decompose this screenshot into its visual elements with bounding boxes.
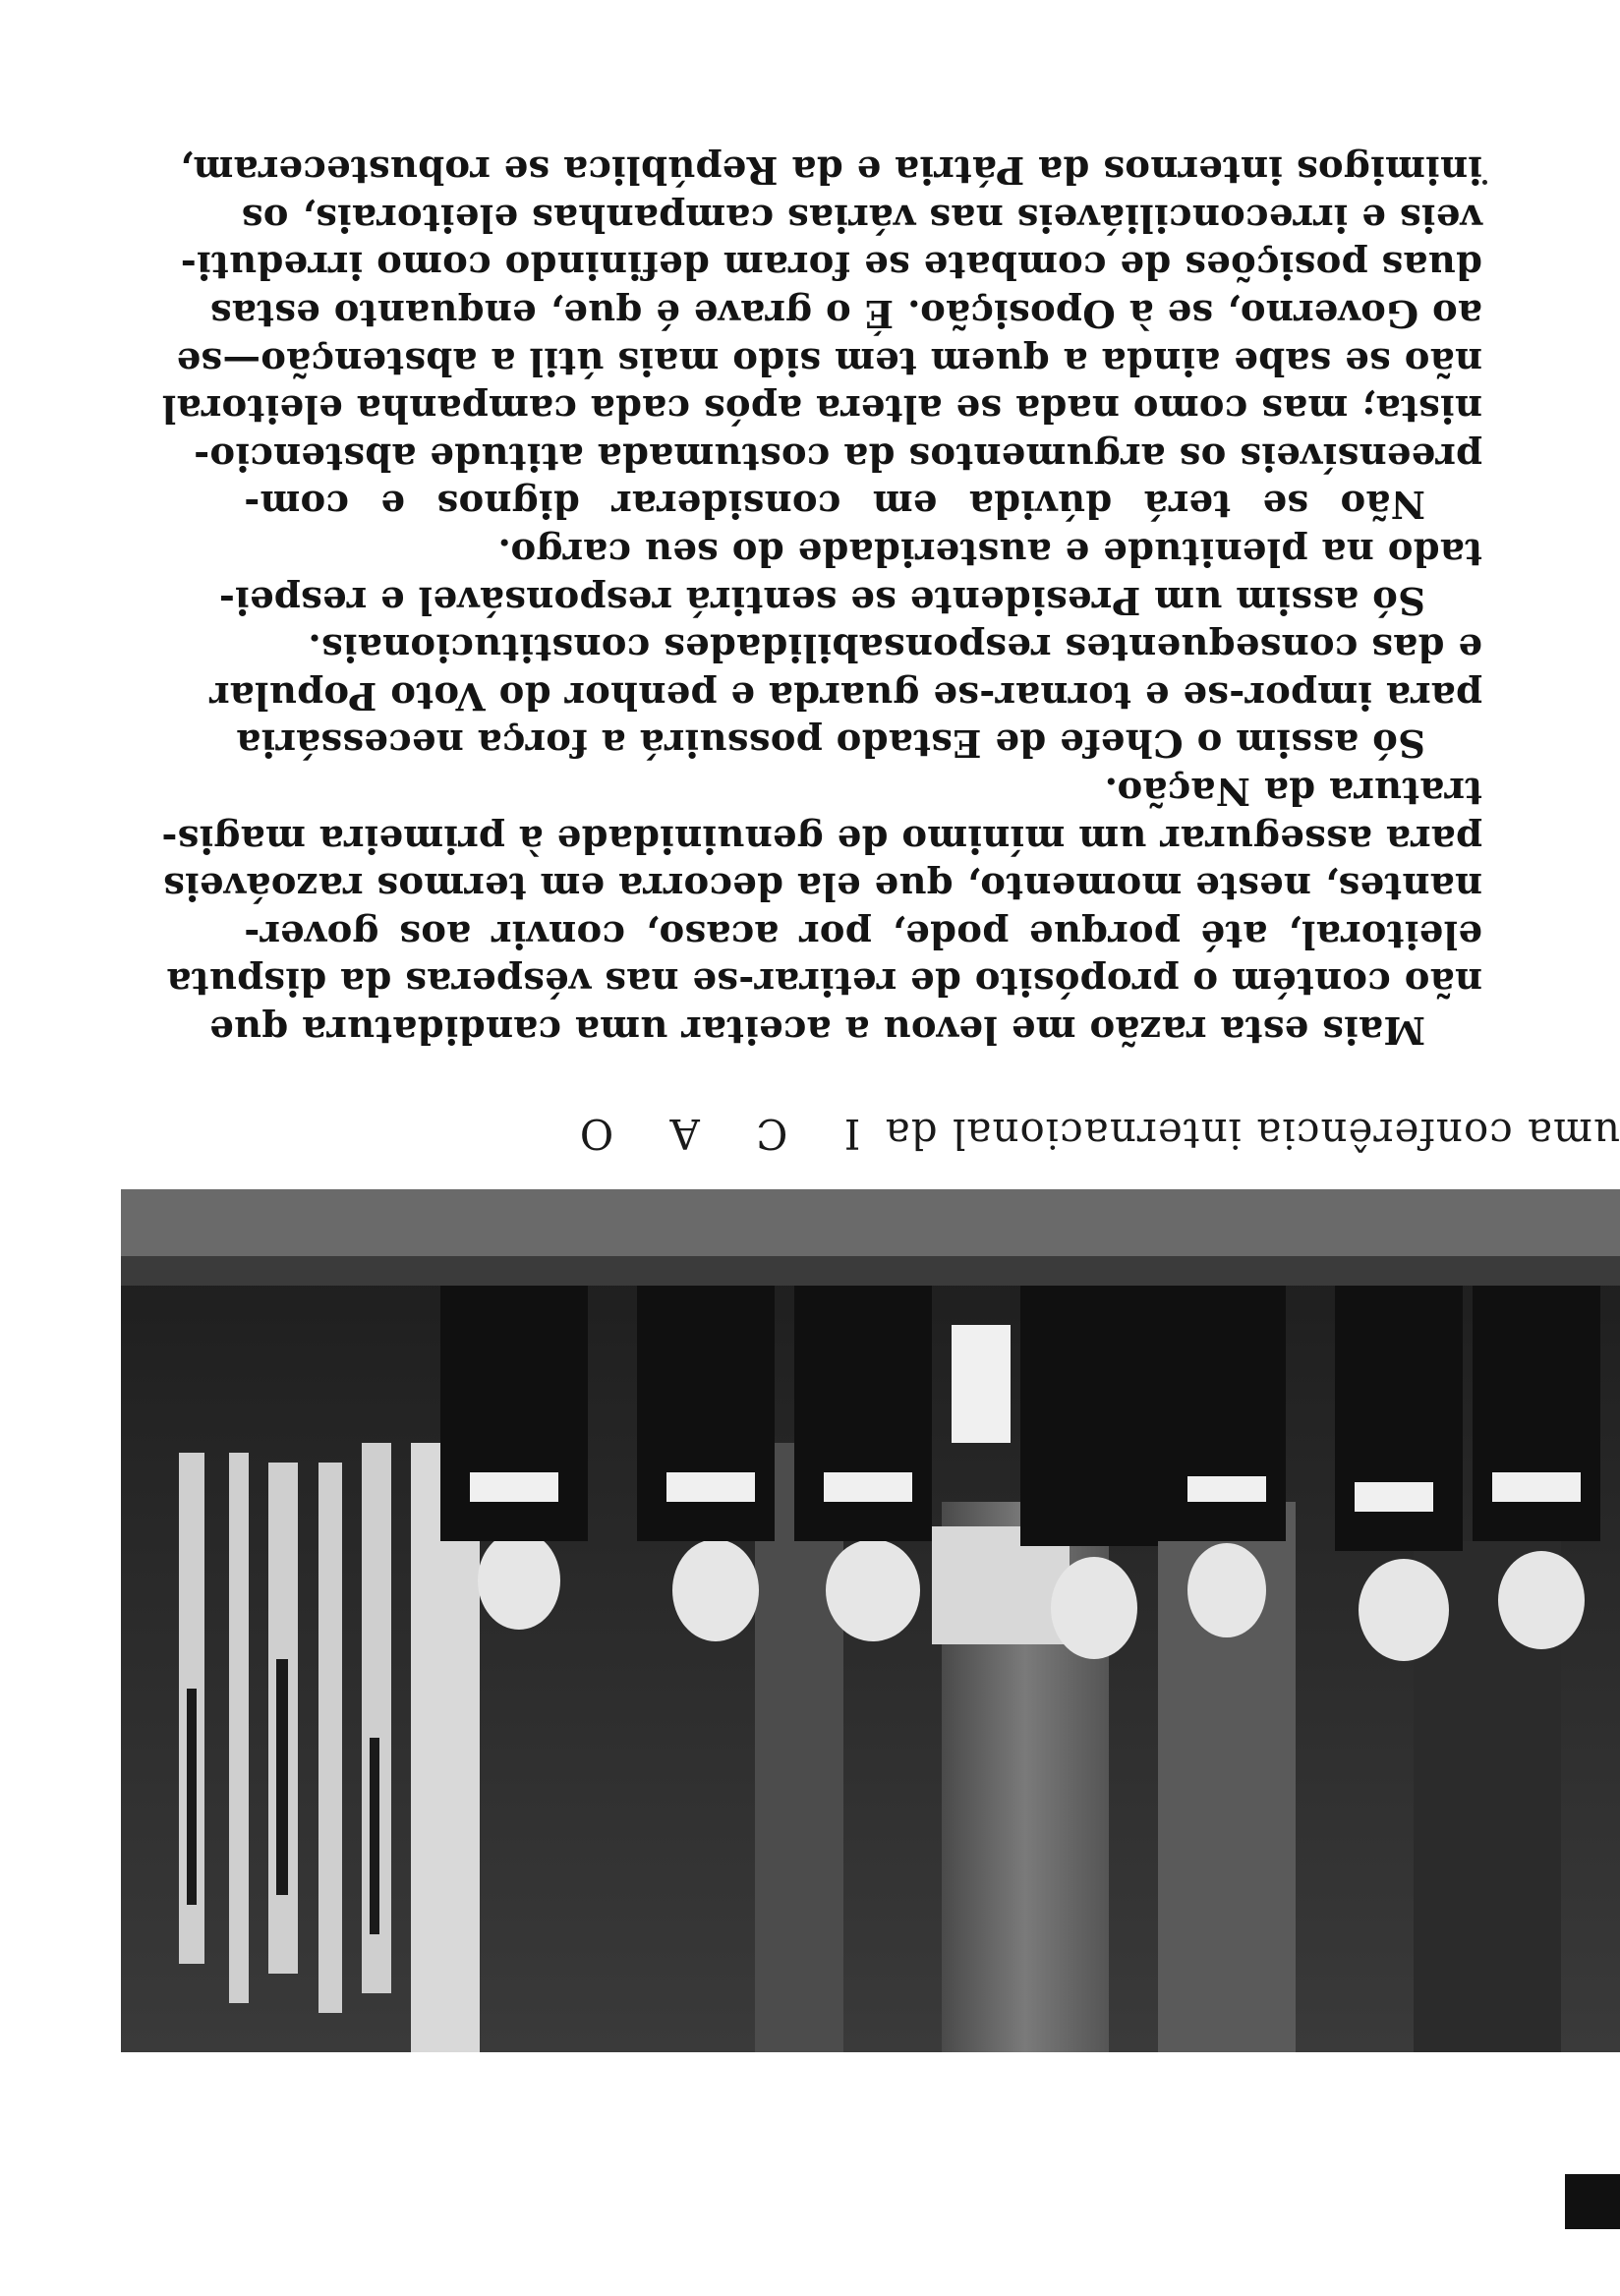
text-line: para impor-se e tornar-se guarda e penhor do Voto Popular bbox=[208, 672, 1482, 718]
text-line: não contém o propósito de retirar-se nas vésperas da disputa bbox=[166, 959, 1482, 1004]
article-body bbox=[161, 145, 1482, 1053]
text-line: nista; mas como nada se altera após cada campanha eleitoral bbox=[161, 386, 1482, 431]
caption-prefix: uma conferência internacional da bbox=[884, 1110, 1620, 1158]
photo-caption bbox=[165, 1110, 1620, 1158]
text-line: eleitoral, até porque pode, por acaso, convir aos gover- bbox=[244, 911, 1482, 956]
text-line: ao Governo, se à Oposição. É o grave é que, enquanto estas bbox=[209, 291, 1482, 336]
text-line: tado na plenitude e austeridade do seu cargo. bbox=[497, 530, 1482, 575]
caption-organization: I C A O bbox=[557, 1110, 861, 1158]
text-line: tratura da Nação. bbox=[1104, 769, 1482, 814]
conference-photo-icon bbox=[121, 1189, 1620, 2052]
paragraph-2 bbox=[208, 623, 1482, 767]
text-line: duas posições de combate se foram definindo como irreduti- bbox=[180, 243, 1482, 288]
paragraph-4 bbox=[161, 145, 1482, 528]
conference-photo bbox=[121, 1189, 1620, 2052]
text-line: Só assim o Chefe de Estado possuirá a força necessária bbox=[236, 720, 1425, 766]
black-registration-mark bbox=[1565, 2174, 1620, 2229]
text-line: inimigos internos da Pátria e da República se robusteceram, bbox=[179, 147, 1482, 193]
text-line: Mais esta razão me levou a aceitar uma candidatura que bbox=[208, 1007, 1425, 1052]
text-line: Não se terá dúvida em considerar dignos e com- bbox=[244, 482, 1425, 527]
text-line: nantes, neste momento, que ela decorra em termos razoáveis bbox=[162, 864, 1482, 909]
text-line: e das consequentes responsabilidades constitucionais. bbox=[308, 625, 1482, 670]
paragraph-1 bbox=[161, 766, 1482, 1053]
text-line: preensíveis os argumentos da costumada atitude abstencio- bbox=[193, 433, 1482, 479]
paragraph-3 bbox=[218, 527, 1482, 622]
text-line: Só assim um Presidente se sentirá responsável e respei- bbox=[218, 577, 1425, 622]
ink-speck bbox=[1482, 180, 1487, 185]
text-line: veis e irreconciliáveis nas várias campanhas eleitorais, os bbox=[241, 195, 1482, 240]
text-line: não se sabe ainda a quem tem sido mais útil a abstenção—se bbox=[176, 338, 1482, 383]
text-line: para assegurar um mínimo de genuinidade à primeira magis- bbox=[161, 816, 1482, 861]
